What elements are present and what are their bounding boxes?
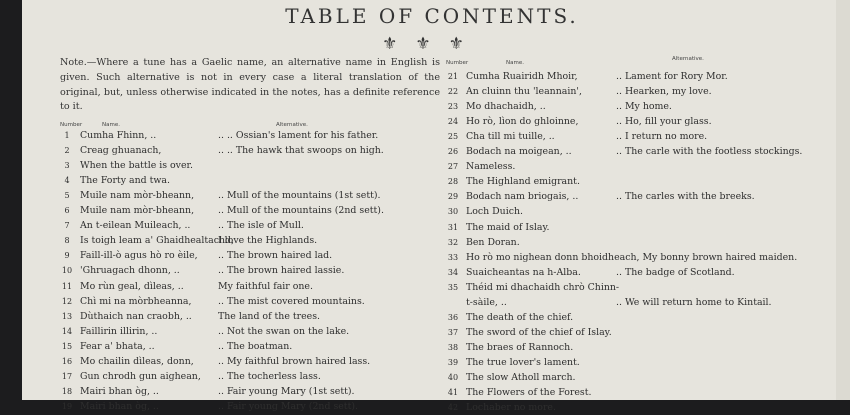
entry-number: 38 — [447, 342, 459, 352]
entry-gaelic-name: Nameless. — [466, 161, 516, 173]
entry-gaelic-name: When the battle is over. — [80, 160, 193, 172]
entry-number: 14 — [61, 326, 73, 336]
entry-gaelic-name: Faill-ill-ò agus hò ro èile, — [80, 250, 198, 262]
page-title: TABLE OF CONTENTS. — [285, 4, 579, 28]
entry-gaelic-name: Fear a' bhata, .. — [80, 340, 155, 352]
entry-gaelic-name: Muile nam mòr-bheann, — [80, 190, 195, 202]
entry-alternative-name: .. Fair young Mary (1st sett). — [218, 385, 355, 397]
entry-gaelic-name: 'Ghruagach dhonn, .. — [80, 265, 180, 277]
entry-gaelic-name: Mo dhachaidh, .. — [466, 101, 546, 113]
entry-gaelic-name: The braes of Rannoch. — [466, 341, 574, 353]
entry-gaelic-name: Muile nam mòr-bheann, — [80, 205, 195, 217]
entry-alternative-name: .. .. The hawk that swoops on high. — [218, 145, 384, 157]
entry-alternative-name: I love the Highlands. — [218, 235, 318, 247]
entry-number: 12 — [61, 296, 73, 306]
entry-alternative-name: .. The tocherless lass. — [218, 370, 321, 382]
entry-number: 18 — [61, 386, 73, 396]
entry-number: 40 — [447, 373, 459, 382]
entry-gaelic-name: Gun chrodh gun aighean, — [80, 370, 201, 382]
entry-alternative-name: .. Hearken, my love. — [616, 86, 712, 98]
entry-gaelic-name: Faillirin illirin, .. — [80, 325, 158, 337]
entry-alternative-name: My faithful fair one. — [218, 280, 313, 292]
entry-number: 33 — [447, 252, 459, 262]
entry-number: 5 — [64, 191, 70, 201]
entry-gaelic-name: Mo rùn geal, dìleas, .. — [80, 280, 184, 292]
entry-gaelic-name: The true lover's lament. — [466, 356, 580, 368]
right-header-name: Name. — [506, 60, 524, 66]
entry-alternative-name: The land of the trees. — [218, 310, 320, 322]
entry-alternative-name: .. Not the swan on the lake. — [218, 325, 350, 337]
entry-number: 15 — [61, 341, 73, 351]
entry-gaelic-name: Suaicheantas na h-Alba. — [466, 266, 581, 278]
entry-gaelic-name: The Highland emigrant. — [466, 176, 580, 188]
entry-number: 1 — [64, 131, 70, 140]
entry-number: 6 — [64, 206, 70, 216]
left-header-name: Name. — [102, 122, 120, 128]
entry-gaelic-name: Chì mi na mòrbheanna, — [80, 295, 192, 307]
entry-number: 28 — [447, 177, 459, 187]
entry-gaelic-name: Mo chailin dìleas, donn, — [80, 355, 194, 367]
entry-number: 29 — [447, 192, 459, 202]
entry-number: 9 — [64, 251, 70, 261]
entry-number: 3 — [64, 161, 70, 171]
entry-number: 35 — [447, 282, 459, 292]
entry-gaelic-name: Cumha Ruairidh Mhoir, — [466, 71, 578, 82]
entry-number: 37 — [447, 327, 459, 337]
entry-number: 41 — [447, 388, 459, 398]
introductory-note: Note.—Where a tune has a Gaelic name, an alternative name in English is given. Such alternative is not in every case a literal translation of the original, but, unless otherwise indicated in the notes, has a definite reference to it. — [60, 57, 440, 113]
entry-number: 4 — [64, 176, 70, 186]
entry-gaelic-name: The sword of the chief of Islay. — [466, 326, 612, 338]
fleur-de-lis-ornaments: ⚜⚜⚜ — [382, 34, 482, 54]
entry-number: 42 — [447, 403, 459, 413]
book-page — [22, 0, 842, 414]
entry-gaelic-name: Ben Doran. — [466, 236, 520, 248]
entry-number: 36 — [447, 312, 459, 322]
entry-alternative-name: .. The carles with the breeks. — [616, 191, 755, 203]
entry-alternative-name: .. The isle of Mull. — [218, 220, 304, 232]
entry-gaelic-name: Lochaber no more. — [466, 402, 556, 414]
entry-number: 39 — [447, 357, 459, 367]
entry-gaelic-name: Cumha Fhinn, .. — [80, 130, 157, 141]
entry-gaelic-name: The slow Atholl march. — [466, 372, 576, 383]
entry-alternative-name: .. The brown haired lassie. — [218, 265, 345, 277]
entry-gaelic-name: An t-eilean Muileach, .. — [80, 220, 191, 232]
entry-alternative-name: .. .. Ossian's lament for his father. — [218, 130, 379, 141]
entry-alternative-name: .. My faithful brown haired lass. — [218, 355, 371, 367]
adjacent-page-edge — [836, 0, 850, 400]
left-header-number: Number — [60, 122, 83, 128]
entry-gaelic-name: Ho rò, lìon do ghloinne, — [466, 116, 579, 128]
entry-alternative-name: .. Ho, fill your glass. — [616, 116, 712, 128]
entry-alternative-name: .. The mist covered mountains. — [218, 295, 365, 307]
left-header-alternative: Alternative. — [276, 122, 308, 128]
entry-alternative-name: .. My home. — [616, 101, 672, 113]
entry-number: 11 — [61, 281, 73, 291]
right-header-alternative: Alternative. — [672, 56, 704, 62]
entry-gaelic-name: Is toigh leam a' Ghaidhealtachd, — [80, 235, 234, 247]
entry-number: 30 — [447, 207, 459, 217]
entry-number: 24 — [447, 117, 459, 127]
entry-gaelic-name: The Forty and twa. — [80, 175, 170, 187]
entry-number: 2 — [64, 146, 70, 156]
entry-gaelic-name: Dùthaich nan craobh, .. — [80, 310, 192, 322]
entry-gaelic-name: Théid mi dhachaidh chrò Chinn- — [466, 281, 620, 293]
entry-alternative-name: .. Fair young Mary (2nd sett). — [218, 400, 358, 412]
entry-gaelic-name: Loch Duich. — [466, 206, 523, 218]
entry-gaelic-name: Mairi bhan òg, .. — [80, 385, 159, 397]
entry-number: 8 — [64, 236, 70, 246]
entry-alternative-name: .. The brown haired lad. — [218, 250, 333, 262]
entry-number: 23 — [447, 102, 459, 112]
entry-number: 26 — [447, 147, 459, 157]
entry-gaelic-name: An cluinn thu 'leannain', — [466, 86, 582, 98]
entry-gaelic-name: The maid of Islay. — [466, 221, 550, 233]
entry-number: 21 — [447, 72, 459, 81]
entry-gaelic-name: t-sàile, .. — [466, 296, 507, 308]
entry-number: 7 — [64, 221, 70, 231]
entry-number: 17 — [61, 371, 73, 381]
entry-gaelic-name: Mairi bhan òg, .. — [80, 400, 159, 412]
entry-number: 19 — [61, 401, 73, 411]
entry-alternative-name: .. Mull of the mountains (1st sett). — [218, 190, 381, 202]
entry-alternative-name: .. The carle with the footless stockings. — [616, 146, 803, 158]
entry-alternative-name: .. We will return home to Kintail. — [616, 296, 772, 308]
entry-number: 25 — [447, 132, 459, 142]
entry-number: 31 — [447, 222, 459, 232]
entry-gaelic-name: The Flowers of the Forest. — [466, 387, 592, 399]
entry-number: 27 — [447, 162, 459, 172]
right-header-number: Number — [446, 60, 469, 66]
entry-number: 32 — [447, 237, 459, 247]
entry-alternative-name: .. Lament for Rory Mor. — [616, 71, 728, 82]
entry-alternative-name: .. I return no more. — [616, 131, 708, 143]
entry-alternative-name: .. The badge of Scotland. — [616, 266, 735, 278]
entry-gaelic-name: Ho rò mo nighean donn bhoidheach, My bonny brown haired maiden. — [466, 251, 798, 263]
entry-number: 10 — [61, 266, 73, 276]
entry-gaelic-name: Creag ghuanach, — [80, 145, 162, 157]
entry-alternative-name: .. The boatman. — [218, 340, 293, 352]
entry-gaelic-name: Bodach na moigean, .. — [466, 146, 572, 158]
entry-number: 13 — [61, 311, 73, 321]
entry-alternative-name: .. Mull of the mountains (2nd sett). — [218, 205, 384, 217]
entry-gaelic-name: Bodach nam briogais, .. — [466, 191, 579, 203]
entry-gaelic-name: Cha till mi tuille, .. — [466, 131, 555, 143]
entry-number: 16 — [61, 356, 73, 366]
entry-number: 22 — [447, 87, 459, 97]
entry-number: 34 — [447, 267, 459, 277]
entry-gaelic-name: The death of the chief. — [466, 311, 574, 323]
